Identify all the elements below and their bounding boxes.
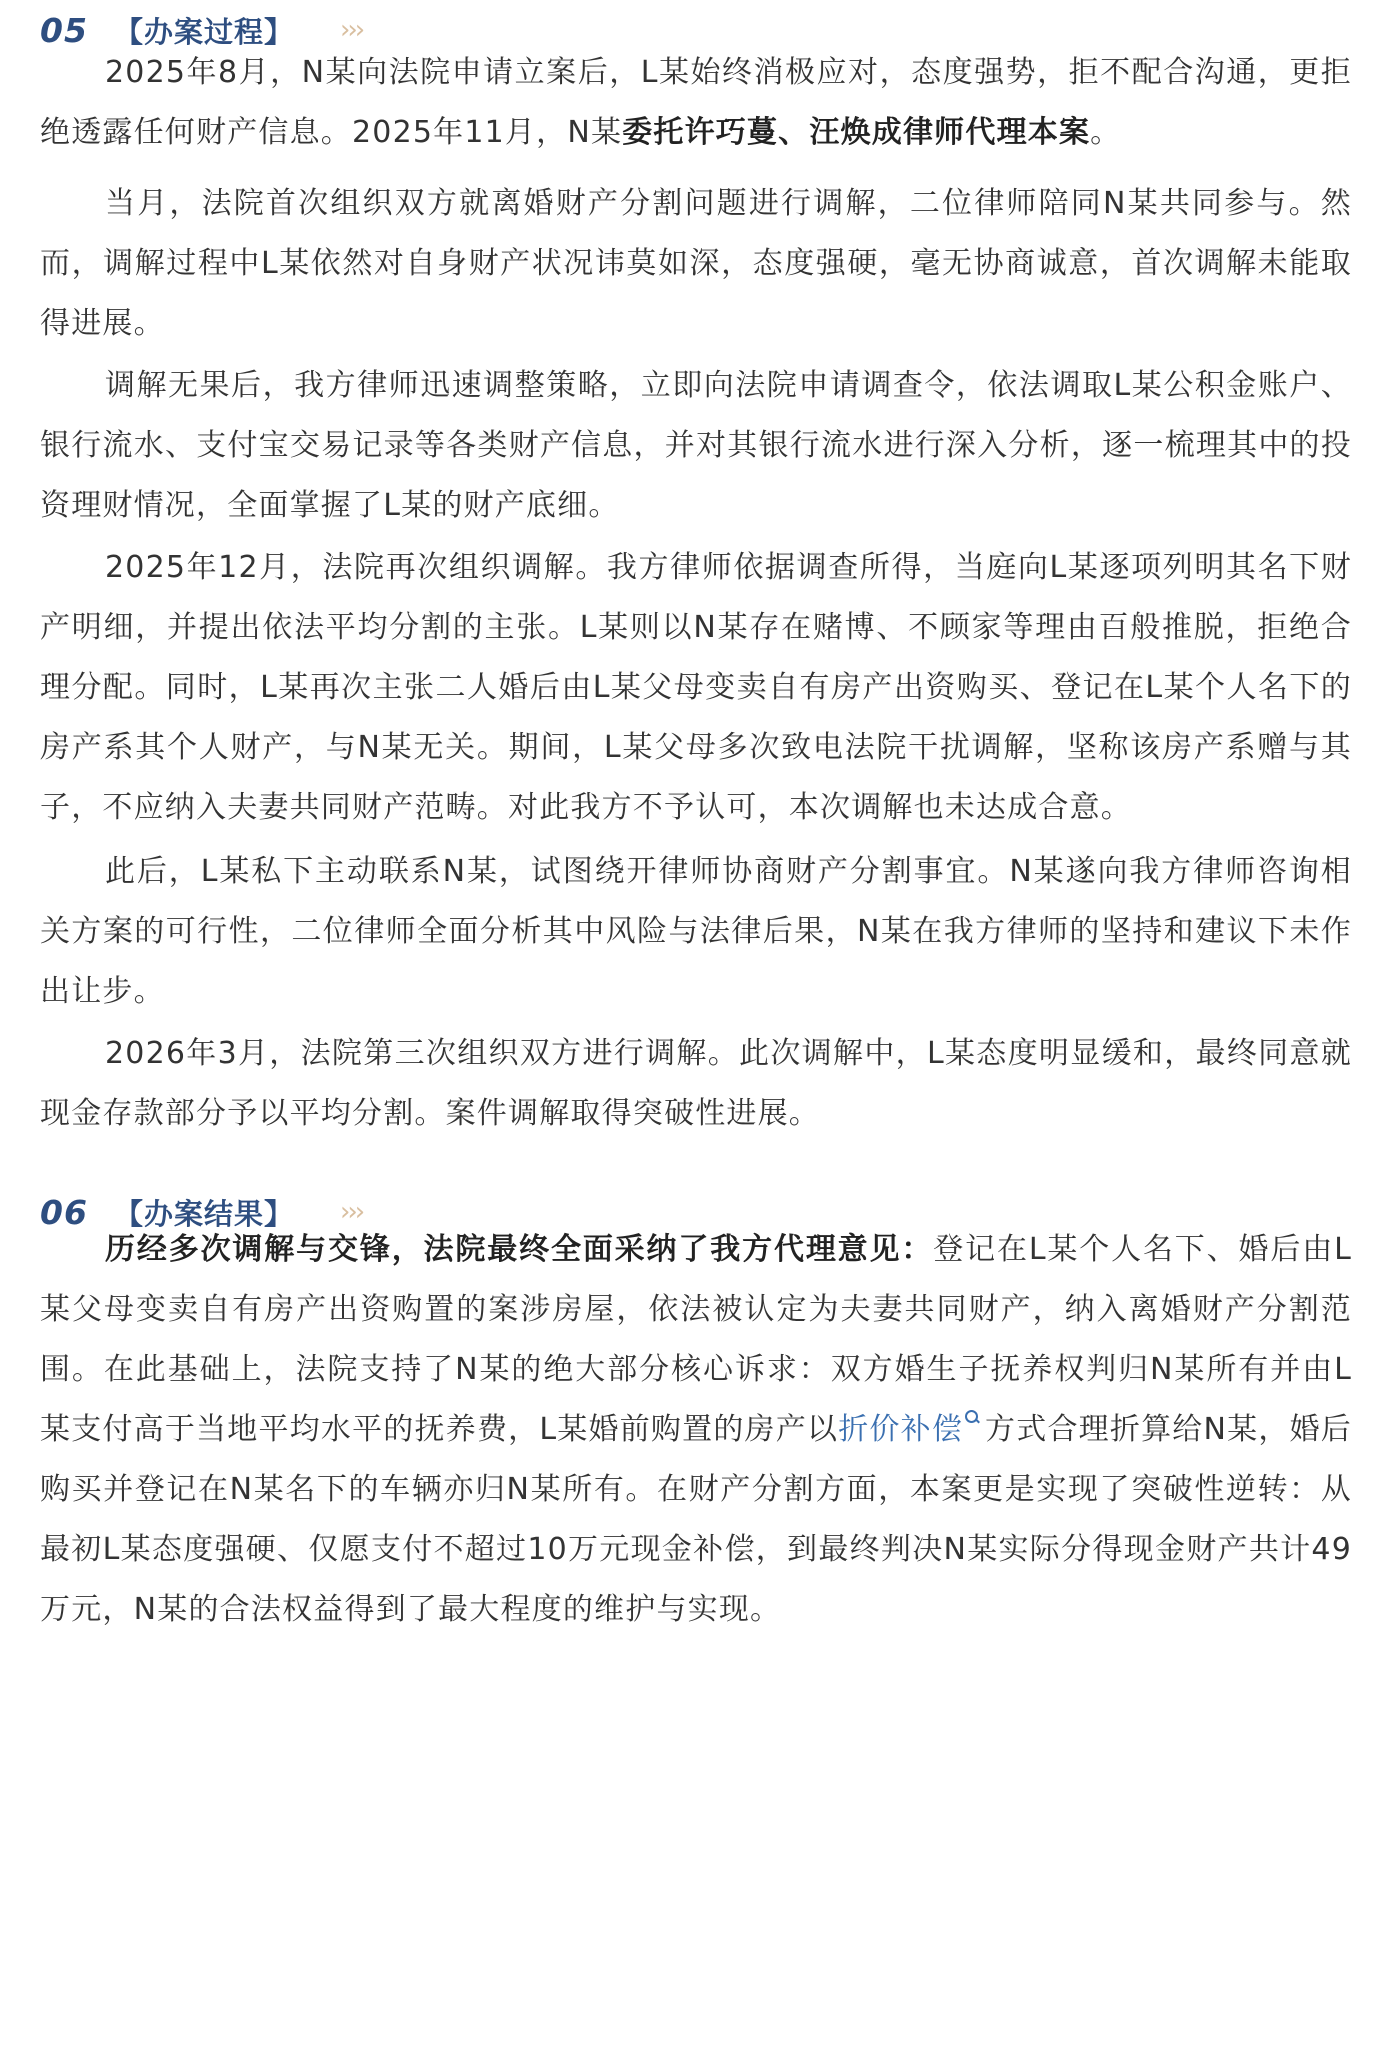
paragraph: 调解无果后，我方律师迅速调整策略，立即向法院申请调查令，依法调取L某公积金账户、银行流水、支付宝交易记录等各类财产信息，并对其银行流水进行深入分析，逐一梳理其中的投资理财情况，全面掌握了L某的财产底细。 [40, 368, 1352, 523]
paragraph [40, 43, 1352, 163]
section-number: 05 [40, 10, 88, 50]
search-icon[interactable] [965, 1410, 979, 1424]
paragraph: 2026年3月，法院第三次组织双方进行调解。此次调解中，L某态度明显缓和，最终同意就现金存款部分予以平均分割。案件调解取得突破性进展。 [40, 1036, 1352, 1131]
paragraph [40, 1220, 1352, 1640]
paragraph: 当月，法院首次组织双方就离婚财产分割问题进行调解，二位律师陪同N某共同参与。然而，调解过程中L某依然对自身财产状况讳莫如深，态度强硬，毫无协商诚意，首次调解未能取得进展。 [40, 186, 1352, 341]
keyword-search-link[interactable]: 折价补偿 [838, 1412, 964, 1447]
paragraph: 2025年12月，法院再次组织调解。我方律师依据调查所得，当庭向L某逐项列明其名下财产明细，并提出依法平均分割的主张。L某则以N某存在赌博、不顾家等理由百般推脱，拒绝合理分配。同时，L某再次主张二人婚后由L某父母变卖自有房产出资购买、登记在L某个人名下的房产系其个人财产，与N某无关。期间，L某父母多次致电法院干扰调解，坚称该房产系赠与其子，不应纳入夫妻共同财产范畴。对此我方不予认可，本次调解也未达成合意。 [40, 550, 1352, 825]
paragraph-bold-text: 历经多次调解与交锋，法院最终全面采纳了我方代理意见： [105, 1232, 934, 1267]
section-number: 06 [40, 1192, 88, 1232]
paragraph-text: 。 [1090, 115, 1122, 150]
section-title: 【办案过程】 [114, 14, 295, 49]
paragraph-bold-text: 委托许巧蔓、汪焕成律师代理本案 [622, 115, 1091, 150]
paragraph: 此后，L某私下主动联系N某，试图绕开律师协商财产分割事宜。N某遂向我方律师咨询相关方案的可行性，二位律师全面分析其中风险与法律后果，N某在我方律师的坚持和建议下未作出让步。 [40, 854, 1352, 1009]
section-title: 【办案结果】 [114, 1196, 295, 1231]
paragraph-text: 方式合理折算给N某，婚后购买并登记在N某名下的车辆亦归N某所有。在财产分割方面，本案更是实现了突破性逆转：从最初L某态度强硬、仅愿支付不超过10万元现金补偿，到最终判决N某实际分得现金财产共计49万元，N某的合法权益得到了最大程度的维护与实现。 [40, 1412, 1352, 1627]
chevron-right-icon: ››› [340, 15, 363, 45]
chevron-right-icon: ››› [340, 1197, 363, 1227]
paragraph-text: 登记在L某个人名下、婚后由L某父母变卖自有房产出资购置的案涉房屋，依法被认定为夫妻共同财产，纳入离婚财产分割范围。在此基础上，法院支持了N某的绝大部分核心诉求：双方婚生子抚养权判归N某所有并由L某支付高于当地平均水平的抚养费，L某婚前购置的房产以 [40, 1232, 1352, 1447]
paragraph-text: 2025年8月，N某向法院申请立案后，L某始终消极应对，态度强势，拒不配合沟通，更拒绝透露任何财产信息。2025年11月，N某 [40, 55, 1352, 150]
